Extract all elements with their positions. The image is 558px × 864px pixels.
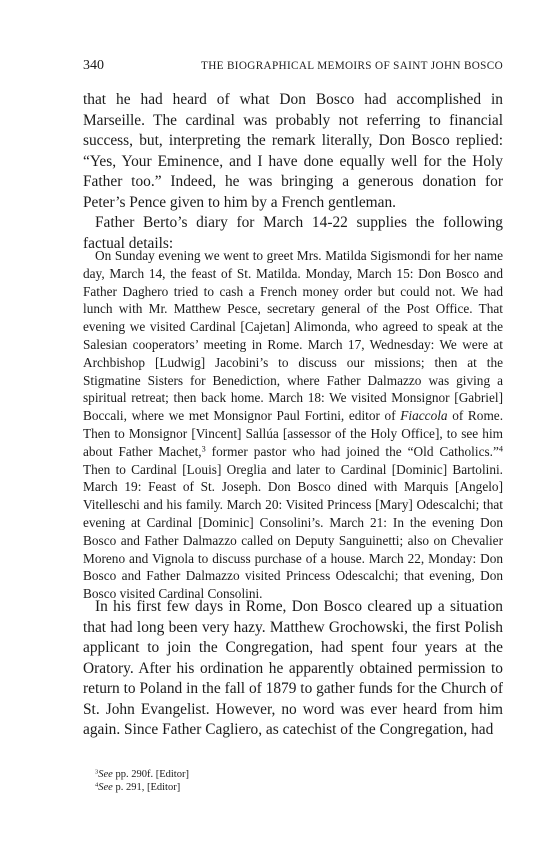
page-number: 340 bbox=[83, 58, 104, 73]
diary-quote-part-b: of Rome. Then to Monsignor [Vincent] Sallúa [assessor of the Holy Office], to see him about Father Machet, bbox=[83, 408, 504, 459]
diary-block-quote bbox=[83, 247, 503, 603]
diary-quote-text bbox=[83, 247, 503, 603]
footnote-4 bbox=[95, 781, 495, 794]
running-head: THE BIOGRAPHICAL MEMOIRS OF SAINT JOHN BOSCO bbox=[201, 60, 503, 72]
footnote-4-mark: 4 bbox=[95, 781, 99, 789]
diary-quote-part-c: former pastor who had joined the “Old Catholics.” bbox=[205, 443, 499, 459]
footnote-ref-4: 4 bbox=[498, 444, 503, 454]
footnote-3 bbox=[95, 768, 495, 781]
footnote-3-mark: 3 bbox=[95, 768, 99, 776]
paragraph-diary-intro: Father Berto’s diary for March 14-22 supplies the following factual details: bbox=[83, 214, 503, 252]
body-text-top bbox=[83, 90, 503, 254]
paragraph-continuation: that he had heard of what Don Bosco had accomplished in Marseille. The cardinal was probably not referring to financial success, but, interpreting the remark literally, Don Bosco replied: “Yes, Your Eminence, and I have done equally well for the Holy Father too.” Indeed, he was bringing a generous donation for Peter’s Pence given to him by a French gentleman. bbox=[83, 91, 503, 211]
diary-quote-part-a: On Sunday evening we went to greet Mrs. Matilda Sigismondi for her name day, March 14, the feast of St. Matilda. Monday, March 15: Don Bosco and Father Daghero tried to cash a French money order but could not. We had lunch with Mr. Matthew Pesce, secretary general of the Post Office. That evening we visited Cardinal [Cajetan] Alimonda, who agreed to speak at the Salesian cooperators’ meeting in Rome. March 17, Wednesday: We were at Archbishop [Ludwig] Jacobini’s to discuss our missions; then at the Stigmatine Sisters for Benediction, where Father Dalmazzo was giving a spiritual retreat; then back home. March 18: We visited Monsignor [Gabriel] Boccali, where we met Monsignor Paul Fortini, editor of bbox=[83, 248, 503, 424]
footnote-4-text: p. 291, [Editor] bbox=[112, 782, 181, 793]
diary-quote-part-d: Then to Cardinal [Louis] Oreglia and later to Cardinal [Dominic] Bartolini. March 19: Feast of St. Joseph. Don Bosco dined with Marquis [Angelo] Vitelleschi and his family. March 20: Visited Princess [Mary] Odescalchi; that evening at Cardinal [Dominic] Consolini’s. March 21: In the evening Don Bosco and Father Dalmazzo called on Deputy Sanguinetti; also on Chevalier Moreno and Vignola to discuss purchase of a house. March 22, Monday: Don Bosco and Father Dalmazzo visited Princess Odescalchi; that evening, Don Bosco visited Cardinal Consolini. bbox=[83, 461, 503, 602]
footnote-3-text: pp. 290f. [Editor] bbox=[112, 769, 189, 780]
page-header bbox=[83, 58, 503, 74]
body-text-bottom bbox=[83, 597, 503, 741]
paragraph-grochowski: In his first few days in Rome, Don Bosco cleared up a situation that had long been very hazy. Matthew Grochowski, the first Polish applicant to join the Congregation, had spent four years at the Oratory. After his ordination he apparently obtained permission to return to Poland in the fall of 1879 to gather funds for the Church of St. John Evangelist. However, no word was ever heard from him again. Since Father Cagliero, as catechist of the Congregation, had bbox=[83, 598, 503, 738]
footnotes bbox=[95, 768, 495, 794]
footnote-4-see: See bbox=[98, 782, 113, 793]
footnote-3-see: See bbox=[98, 769, 113, 780]
footnote-ref-3: 3 bbox=[201, 444, 206, 454]
diary-quote-title-fiaccola: Fiaccola bbox=[400, 408, 448, 424]
